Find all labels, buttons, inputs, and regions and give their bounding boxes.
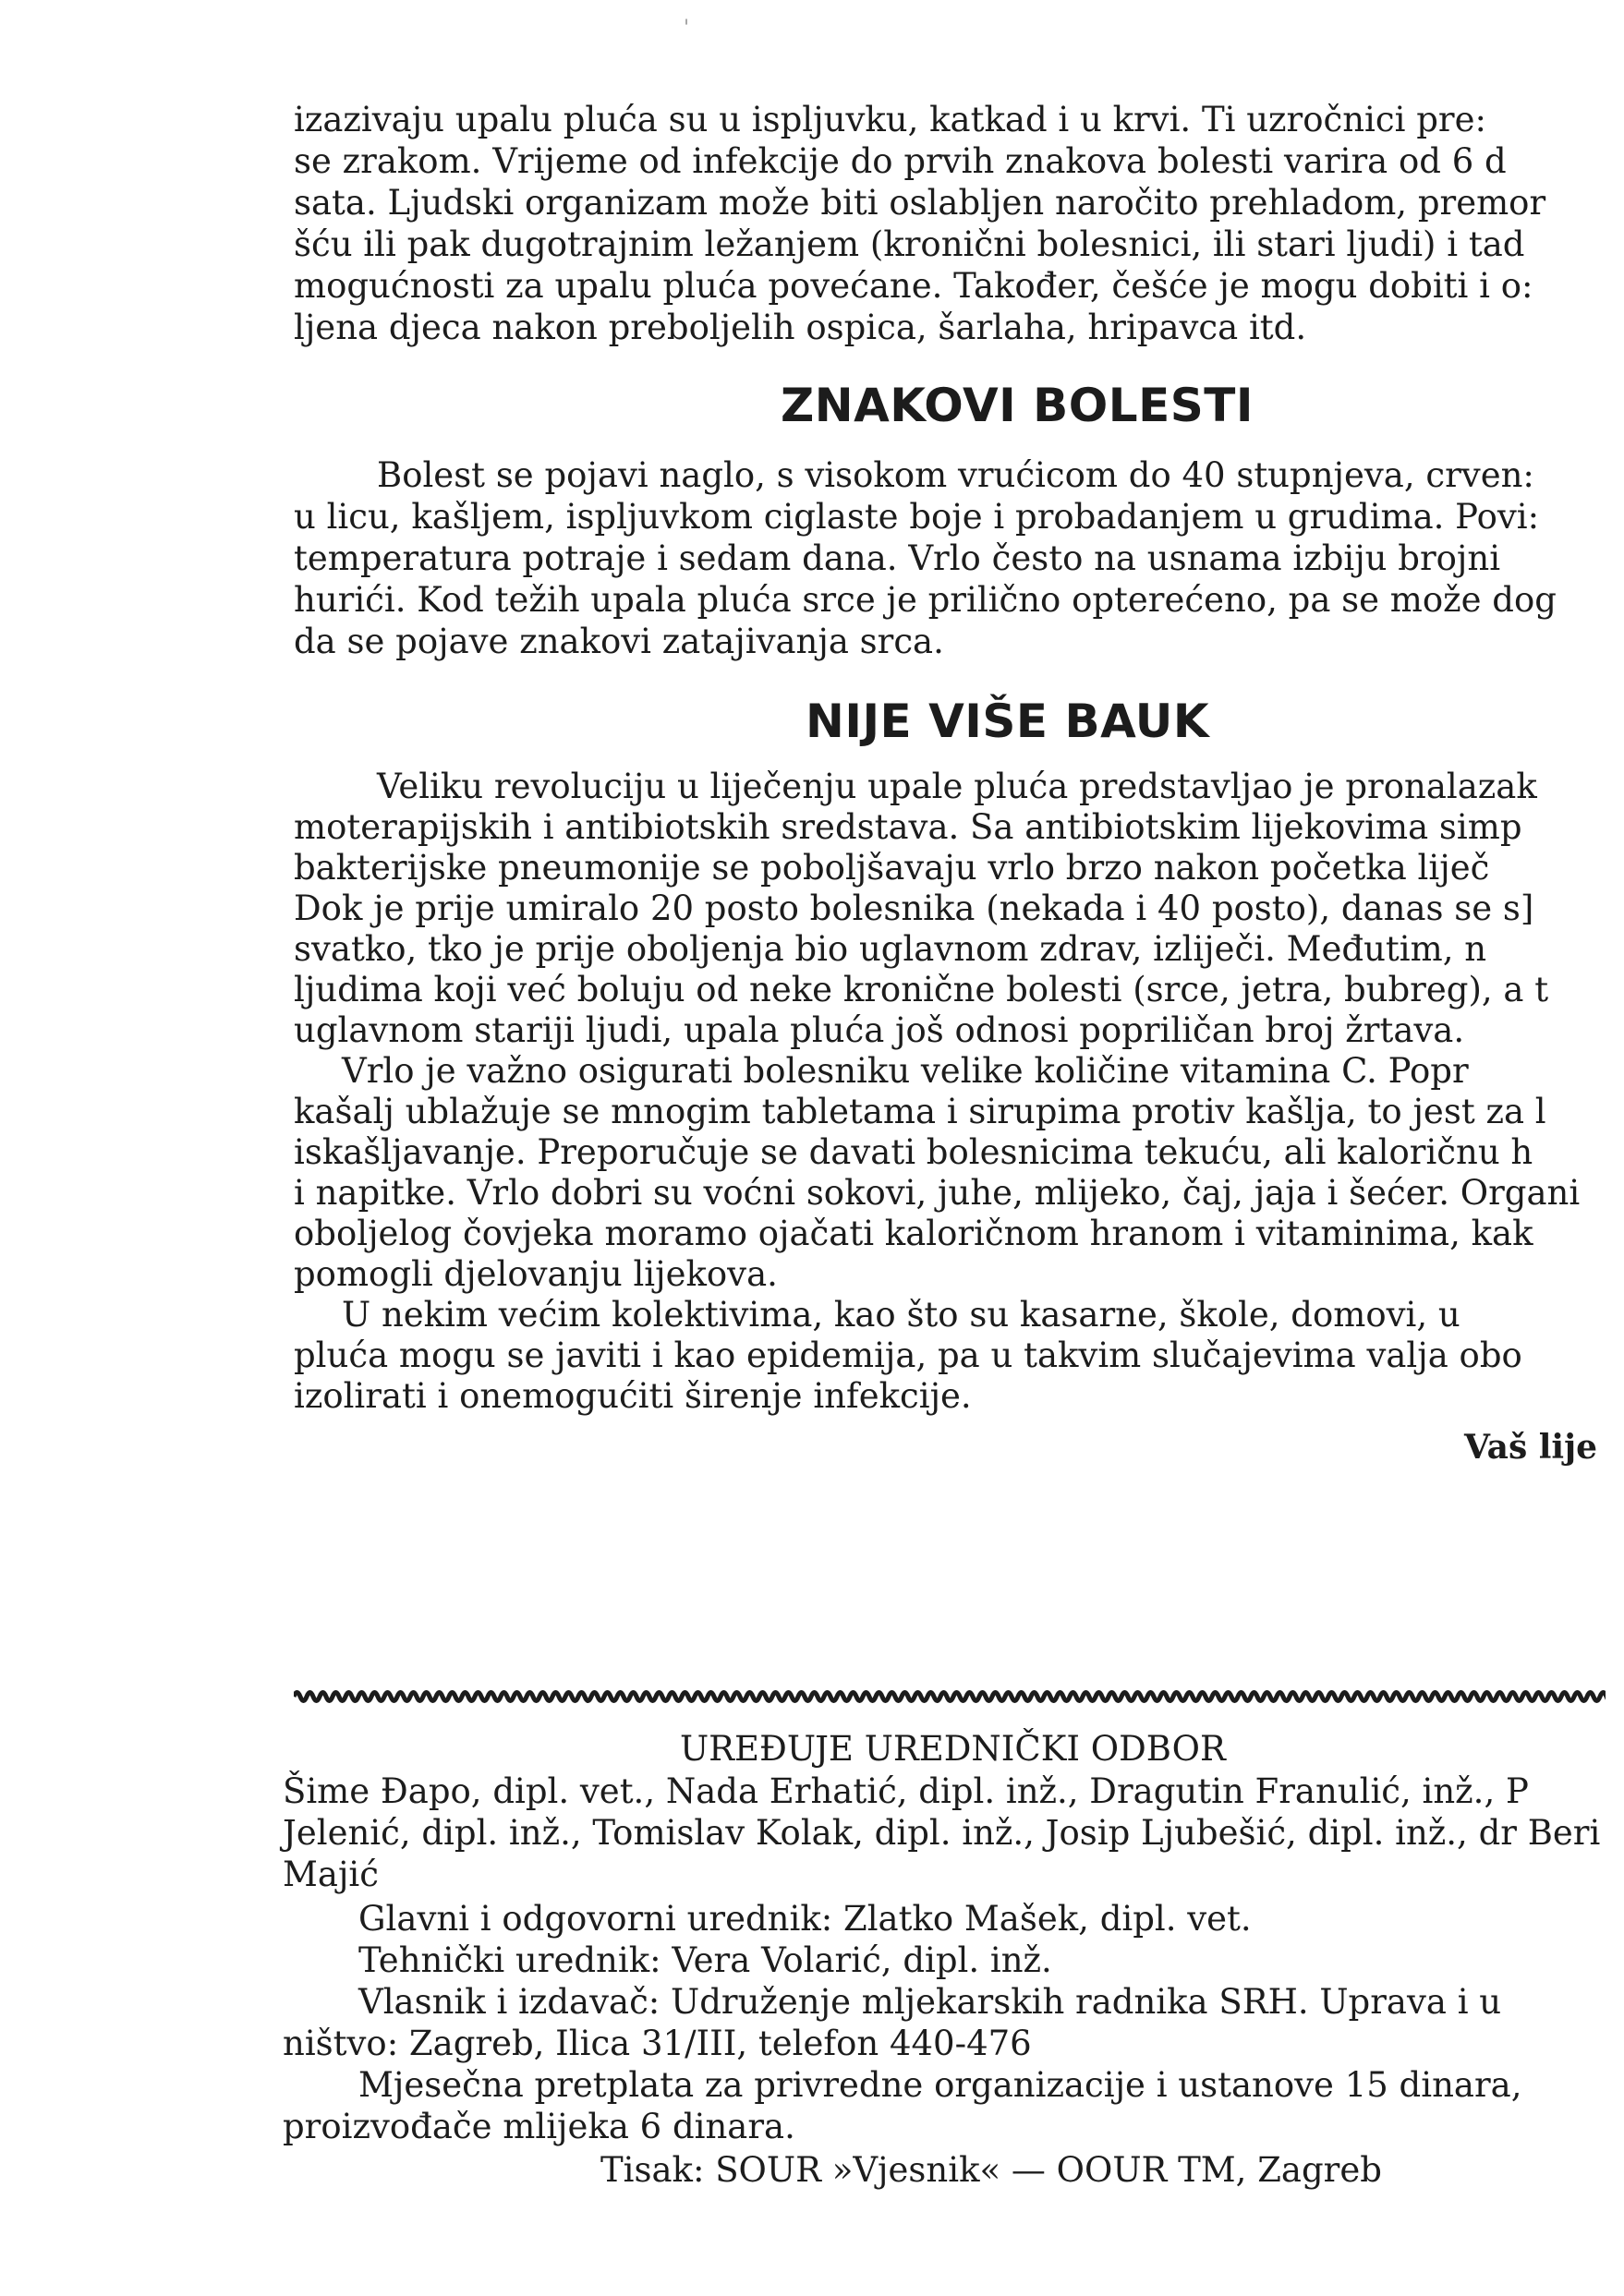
text-line: hurići. Kod težih upala pluća srce je prilično opterećeno, pa se može dog [294,580,1557,620]
scan-mark: ' [684,17,690,40]
text-line: bakterijske pneumonije se poboljšavaju vrlo brzo nakon početka liječ [294,848,1490,888]
masthead-line: Majić [283,1855,379,1894]
text-line: pomogli djelovanju lijekova. [294,1254,778,1294]
masthead-line: Tehnički urednik: Vera Volarić, dipl. inž. [358,1940,1052,1980]
text-line: sata. Ljudski organizam može biti oslabljen naročito prehladom, premor [294,183,1546,223]
text-line: se zrakom. Vrijeme od infekcije do prvih znakova bolesti varira od 6 d [294,141,1507,181]
masthead-line: Šime Đapo, dipl. vet., Nada Erhatić, dipl. inž., Dragutin Franulić, inž., P [283,1771,1529,1811]
text-line: moterapijskih i antibiotskih sredstava. Sa antibiotskim lijekovima simp [294,807,1522,847]
text-line: mogućnosti za upalu pluća povećane. Također, češće je mogu dobiti i o: [294,266,1533,306]
text-line: ljena djeca nakon preboljelih ospica, šarlaha, hripavca itd. [294,308,1307,347]
text-line: ljudima koji već boluju od neke kronične bolesti (srce, jetra, bubreg), a t [294,970,1549,1009]
text-line: temperatura potraje i sedam dana. Vrlo često na usnama izbiju brojni [294,538,1501,578]
author-signature: Vaš lije [1464,1428,1598,1467]
masthead-line: Tisak: SOUR »Vjesnik« — OOUR TM, Zagreb [600,2150,1382,2190]
masthead-title: UREĐUJE UREDNIČKI ODBOR [680,1729,1226,1769]
text-line: šću ili pak dugotrajnim ležanjem (kronični bolesnici, ili stari ljudi) i tad [294,224,1525,264]
text-line: uglavnom stariji ljudi, upala pluća još odnosi popriličan broj žrtava. [294,1010,1465,1050]
masthead-line: Glavni i odgovorni urednik: Zlatko Mašek, dipl. vet. [358,1899,1252,1939]
text-line: U nekim većim kolektivima, kao što su kasarne, škole, domovi, u [342,1295,1460,1335]
text-line: u licu, kašljem, ispljuvkom ciglaste boje i probadanjem u grudima. Povi: [294,497,1540,537]
text-line: izolirati i onemogućiti širenje infekcije. [294,1376,972,1416]
wavy-divider [294,1686,1606,1707]
section-heading-nije-vise-bauk: NIJE VIŠE BAUK [806,695,1210,748]
text-line: da se pojave znakovi zatajivanja srca. [294,622,944,661]
text-line: svatko, tko je prije oboljenja bio uglavnom zdrav, izliječi. Međutim, n [294,929,1487,969]
text-line: iskašljavanje. Preporučuje se davati bolesnicima tekuću, ali kaloričnu h [294,1132,1533,1172]
text-line: i napitke. Vrlo dobri su voćni sokovi, juhe, mlijeko, čaj, jaja i šećer. Organi [294,1173,1581,1213]
text-line: Vrlo je važno osigurati bolesniku velike količine vitamina C. Popr [342,1051,1469,1091]
masthead-line: Jelenić, dipl. inž., Tomislav Kolak, dipl. inž., Josip Ljubešić, dipl. inž., dr Beri [283,1813,1601,1853]
masthead-line: proizvođače mlijeka 6 dinara. [283,2107,795,2146]
masthead-line: Mjesečna pretplata za privredne organizacije i ustanove 15 dinara, [358,2065,1522,2105]
text-line: Veliku revoluciju u liječenju upale pluća predstavljao je pronalazak [377,767,1537,806]
text-line: izazivaju upalu pluća su u ispljuvku, katkad i u krvi. Ti uzročnici pre: [294,100,1486,139]
text-line: Bolest se pojavi naglo, s visokom vrućicom do 40 stupnjeva, crven: [377,455,1534,495]
text-line: pluća mogu se javiti i kao epidemija, pa u takvim slučajevima valja obo [294,1335,1522,1375]
text-line: oboljelog čovjeka moramo ojačati kaloričnom hranom i vitaminima, kak [294,1214,1533,1253]
text-line: Dok je prije umiralo 20 posto bolesnika (nekada i 40 posto), danas se s] [294,888,1534,928]
masthead-line: Vlasnik i izdavač: Udruženje mljekarskih radnika SRH. Uprava i u [358,1982,1502,2022]
text-line: kašalj ublažuje se mnogim tabletama i sirupima protiv kašlja, to jest za l [294,1092,1546,1131]
masthead-line: ništvo: Zagreb, Ilica 31/III, telefon 440-476 [283,2024,1032,2063]
section-heading-znakovi: ZNAKOVI BOLESTI [781,379,1254,432]
